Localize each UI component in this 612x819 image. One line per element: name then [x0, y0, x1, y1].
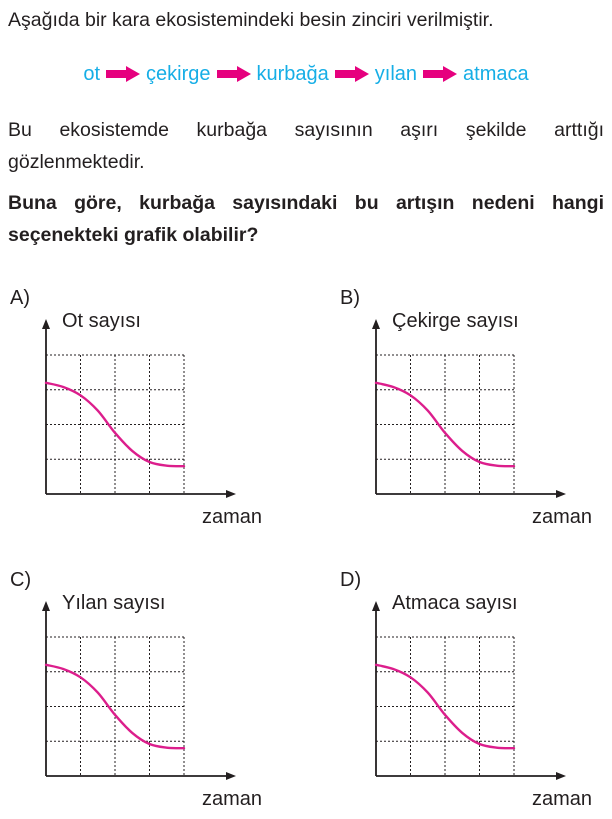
- y-axis-title: Yılan sayısı: [62, 592, 166, 614]
- x-axis-title: zaman: [201, 788, 262, 809]
- y-axis-title: Atmaca sayısı: [392, 592, 518, 614]
- option-b[interactable]: [340, 287, 610, 527]
- arrow-right-icon: [217, 66, 251, 82]
- food-chain-item-atmaca: atmaca: [463, 62, 529, 85]
- y-axis-arrow-icon: [372, 601, 380, 611]
- option-letter: A): [10, 287, 30, 309]
- x-axis-title: zaman: [531, 506, 592, 527]
- option-a[interactable]: [10, 287, 280, 527]
- x-axis-arrow-icon: [556, 772, 566, 780]
- option-letter: C): [10, 569, 32, 591]
- option-chart: [10, 287, 280, 527]
- x-axis-arrow-icon: [226, 490, 236, 498]
- x-axis-arrow-icon: [226, 772, 236, 780]
- y-axis-title: Ot sayısı: [62, 310, 141, 332]
- y-axis-arrow-icon: [372, 319, 380, 329]
- food-chain: [0, 60, 612, 88]
- y-axis-arrow-icon: [42, 601, 50, 611]
- x-axis-title: zaman: [201, 506, 262, 527]
- arrow-right-icon: [106, 66, 140, 82]
- option-letter: D): [340, 569, 362, 591]
- option-chart: [340, 287, 610, 527]
- food-chain-item-ot: ot: [83, 62, 101, 85]
- option-c[interactable]: [10, 569, 280, 809]
- arrow-right-icon: [423, 66, 457, 82]
- option-letter: B): [340, 287, 360, 309]
- x-axis-title: zaman: [531, 788, 592, 809]
- option-d[interactable]: [340, 569, 610, 809]
- option-chart: [340, 569, 610, 809]
- arrow-right-icon: [335, 66, 369, 82]
- y-axis-title: Çekirge sayısı: [392, 310, 519, 332]
- option-chart: [10, 569, 280, 809]
- y-axis-arrow-icon: [42, 319, 50, 329]
- food-chain-item-kurbaga: kurbağa: [256, 62, 329, 85]
- x-axis-arrow-icon: [556, 490, 566, 498]
- food-chain-item-cekirge: çekirge: [146, 62, 211, 85]
- food-chain-item-yilan: yılan: [374, 62, 418, 85]
- intro-text: Aşağıda bir kara ekosistemindeki besin zinciri verilmiştir.: [8, 9, 494, 31]
- question-text: Buna göre, kurbağa sayısındaki bu artışın nedeni hangi seçenekteki grafik olabilir?: [8, 192, 604, 246]
- statement-text: Bu ekosistemde kurbağa sayısının aşırı şekilde arttığı gözlenmektedir.: [8, 119, 604, 173]
